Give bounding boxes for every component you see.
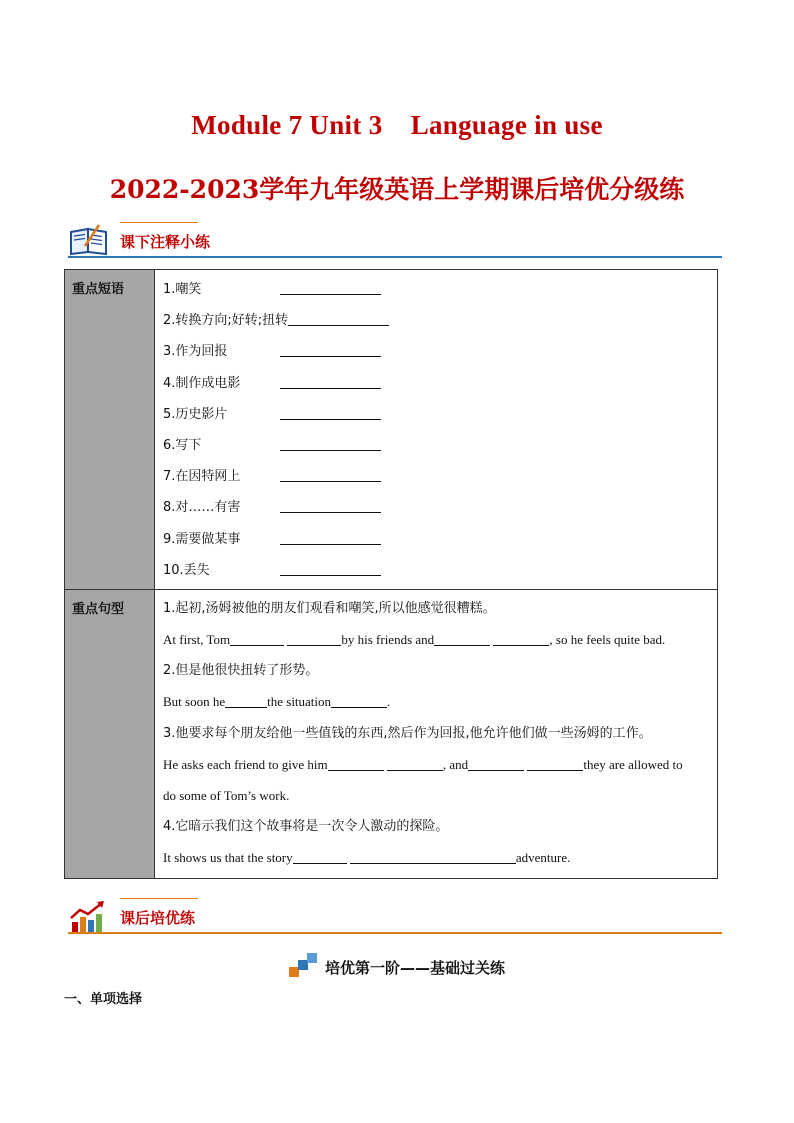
answer-blank[interactable]: [293, 850, 347, 864]
category-sentences: 重点句型: [65, 589, 155, 878]
answer-blank[interactable]: [280, 343, 381, 357]
sentence-zh: 1.起初,汤姆被他的朋友们观看和嘲笑,所以他感觉很糟糕。: [163, 600, 496, 616]
answer-blank[interactable]: [225, 694, 267, 708]
answer-blank[interactable]: [230, 632, 284, 646]
answer-blank[interactable]: [434, 632, 490, 646]
stairs-icon: [289, 953, 317, 981]
stage-heading: [0, 953, 794, 981]
table-row-sentences: [65, 589, 718, 878]
book-icon: [68, 224, 110, 260]
phrases-cell: [155, 270, 718, 590]
phrase-item: 7.在因特网上: [163, 460, 710, 491]
answer-blank[interactable]: [280, 531, 381, 545]
sentence-zh: 3.他要求每个朋友给他一些值钱的东西,然后作为回报,他允许他们做一些汤姆的工作。: [163, 725, 652, 741]
phrase-item: 10.丢失: [163, 554, 710, 585]
section-header-notes: [68, 222, 722, 258]
phrase-item: 2.转换方向;好转;扭转: [163, 304, 710, 335]
answer-blank[interactable]: [280, 281, 381, 295]
section-overline: [120, 898, 198, 899]
part-heading: 一、单项选择: [64, 992, 143, 1007]
answer-blank[interactable]: [350, 850, 516, 864]
section-underline: [68, 256, 722, 258]
sentence-en: It shows us that the story adventure.: [163, 850, 571, 866]
phrase-item: 3.作为回报: [163, 335, 710, 366]
answer-blank[interactable]: [387, 757, 443, 771]
answer-blank[interactable]: [280, 375, 381, 389]
answer-blank[interactable]: [328, 757, 384, 771]
answer-blank[interactable]: [280, 406, 381, 420]
answer-blank[interactable]: [280, 562, 381, 576]
answer-blank[interactable]: [287, 632, 341, 646]
answer-blank[interactable]: [280, 499, 381, 513]
sentences-cell: [155, 589, 718, 878]
sentence-en: At first, Tom by his friends and , so he feels quite bad.: [163, 632, 666, 648]
phrase-item: 9.需要做某事: [163, 523, 710, 554]
section-header-practice: [68, 898, 722, 934]
phrase-item: 1.嘲笑: [163, 273, 710, 304]
answer-blank[interactable]: [527, 757, 583, 771]
sentence-en: He asks each friend to give him , and they are allowed to: [163, 756, 683, 772]
sentence-zh: 4.它暗示我们这个故事将是一次令人激动的探险。: [163, 819, 449, 835]
phrase-item: 6.写下: [163, 429, 710, 460]
exercise-table: [64, 269, 718, 879]
sentence-en: But soon he the situation .: [163, 694, 391, 710]
answer-blank[interactable]: [280, 468, 381, 482]
phrase-item: 5.历史影片: [163, 398, 710, 429]
sentence-en-cont: do some of Tom’s work.: [163, 788, 290, 803]
phrase-item: 4.制作成电影: [163, 367, 710, 398]
table-row-phrases: [65, 270, 718, 590]
answer-blank[interactable]: [288, 312, 389, 326]
section-label: 课下注释小练: [120, 233, 211, 251]
answer-blank[interactable]: [331, 694, 387, 708]
title-english: Module 7 Unit 3 Language in use: [191, 110, 603, 140]
section-underline: [68, 932, 722, 934]
sentence-zh: 2.但是他很快扭转了形势。: [163, 663, 319, 679]
category-phrases: 重点短语: [65, 270, 155, 590]
title-chinese: 2022-2023学年九年级英语上学期课后培优分级练: [109, 175, 685, 204]
answer-blank[interactable]: [468, 757, 524, 771]
section-label: 课后培优练: [120, 909, 196, 927]
phrase-item: 8.对……有害: [163, 491, 710, 522]
stage-label: 培优第一阶——基础过关练: [324, 959, 505, 977]
section-overline: [120, 222, 198, 223]
answer-blank[interactable]: [280, 437, 381, 451]
answer-blank[interactable]: [493, 632, 549, 646]
